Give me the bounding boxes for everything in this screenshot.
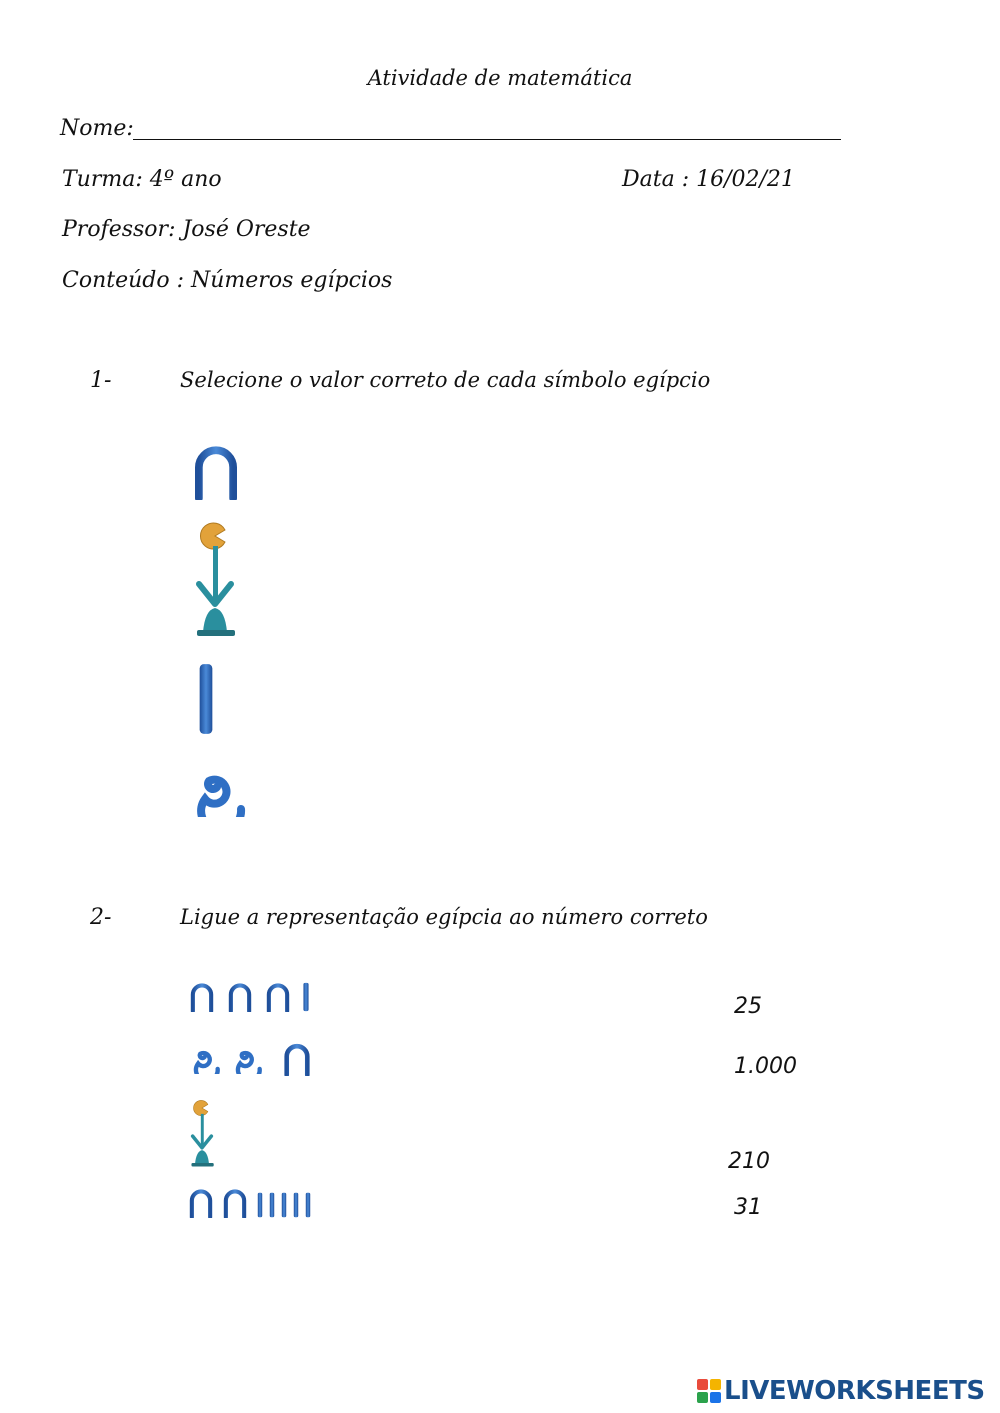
professor-text: Professor: José Oreste [62, 217, 311, 242]
heel-bone-icon [184, 1186, 218, 1218]
answer-option-4[interactable]: 31 [734, 1195, 762, 1220]
nome-label: Nome: [60, 116, 134, 141]
heel-bone-icon [260, 980, 296, 1012]
lotus-icon [182, 512, 248, 642]
stroke-icon [290, 1192, 302, 1218]
date-text: Data : 16/02/21 [622, 167, 795, 192]
logo-text: LIVEWORKSHEETS [724, 1376, 985, 1406]
stroke-icon [254, 1192, 266, 1218]
heel-bone-icon [276, 1040, 318, 1076]
coil-icon [178, 757, 250, 817]
logo-icon [696, 1378, 722, 1404]
answer-option-3[interactable]: 210 [728, 1149, 770, 1174]
question-2-text: Ligue a representação egípcia ao número correto [180, 905, 708, 929]
heel-bone-icon [183, 440, 249, 500]
question-1-number: 1- [90, 368, 112, 393]
liveworksheets-logo [696, 1376, 985, 1406]
conteudo-text: Conteúdo : Números egípcios [62, 268, 393, 293]
coil-icon [184, 1040, 222, 1074]
heel-bone-icon [222, 980, 258, 1012]
page-title: Atividade de matemática [367, 66, 633, 90]
answer-option-2[interactable]: 1.000 [734, 1054, 797, 1079]
lotus-icon [184, 1094, 220, 1170]
coil-icon [226, 1040, 264, 1074]
stroke-icon [266, 1192, 278, 1218]
nome-field[interactable] [133, 139, 841, 140]
heel-bone-icon [218, 1186, 252, 1218]
stroke-icon [298, 982, 314, 1012]
question-2-number: 2- [90, 905, 112, 930]
stroke-icon [192, 662, 220, 736]
stroke-icon [278, 1192, 290, 1218]
question-1-text: Selecione o valor correto de cada símbolo egípcio [180, 368, 711, 392]
heel-bone-icon [184, 980, 220, 1012]
stroke-icon [302, 1192, 314, 1218]
answer-option-1[interactable]: 25 [734, 994, 762, 1019]
turma-text: Turma: 4º ano [62, 167, 222, 192]
